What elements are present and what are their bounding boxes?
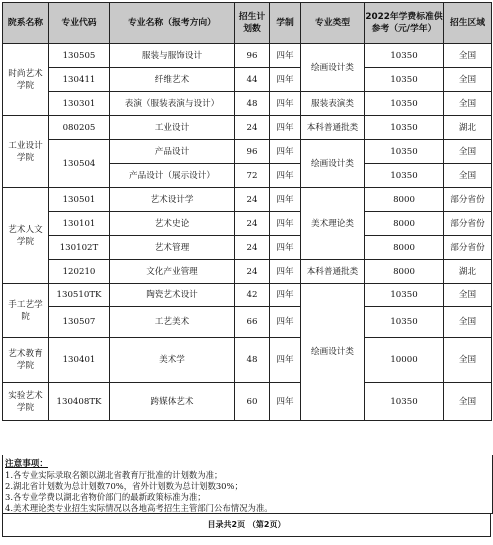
- region-cell: 全国: [444, 307, 492, 338]
- fee-cell: 8000: [365, 212, 444, 236]
- years-cell: 四年: [270, 338, 301, 383]
- fee-cell: 10350: [365, 116, 444, 140]
- fee-cell: 10350: [365, 284, 444, 307]
- table-row: [3, 44, 492, 68]
- note-item: 3.各专业学费以湖北省物价部门的最新政策标准为准；: [5, 492, 206, 502]
- fee-cell: 10350: [365, 92, 444, 116]
- header-college: 院系名称: [3, 3, 49, 44]
- fee-cell: 10350: [365, 44, 444, 68]
- major-cell: 表演（服装表演与设计）: [110, 92, 235, 116]
- table-row: [3, 236, 492, 260]
- plan-cell: 48: [235, 338, 270, 383]
- table-row: [3, 140, 492, 164]
- fee-cell: 8000: [365, 236, 444, 260]
- header-code: 专业代码: [49, 3, 110, 44]
- code-cell: 130501: [49, 188, 110, 212]
- college-cell: 实验艺术学院: [3, 383, 49, 421]
- college-cell: 艺术教育学院: [3, 338, 49, 383]
- college-cell: 工业设计学院: [3, 116, 49, 188]
- header-years: 学制: [270, 3, 301, 44]
- major-cell: 艺术管理: [110, 236, 235, 260]
- years-cell: 四年: [270, 212, 301, 236]
- major-cell: 产品设计（展示设计）: [110, 164, 235, 188]
- years-cell: 四年: [270, 92, 301, 116]
- table-row: [3, 188, 492, 212]
- fee-cell: 8000: [365, 260, 444, 284]
- code-cell: 130504: [49, 140, 110, 188]
- note-item: 1.各专业实际录取名额以湖北省教育厅批准的计划数为准；: [5, 470, 223, 480]
- region-cell: 湖北: [444, 116, 492, 140]
- plan-cell: 66: [235, 307, 270, 338]
- years-cell: 四年: [270, 383, 301, 421]
- code-cell: 130301: [49, 92, 110, 116]
- header-major: 专业名称（报考方向）: [110, 3, 235, 44]
- fee-cell: 10350: [365, 140, 444, 164]
- region-cell: 部分省份: [444, 212, 492, 236]
- major-cell: 工艺美术: [110, 307, 235, 338]
- plan-cell: 60: [235, 383, 270, 421]
- page-footer: 目录共2页 （第2页）: [2, 513, 491, 537]
- code-cell: 130507: [49, 307, 110, 338]
- major-cell: 美术学: [110, 338, 235, 383]
- years-cell: 四年: [270, 68, 301, 92]
- header-plan: 招生计划数: [235, 3, 270, 44]
- code-cell: 130408TK: [49, 383, 110, 421]
- region-cell: 全国: [444, 338, 492, 383]
- plan-cell: 96: [235, 44, 270, 68]
- notes-section: [2, 455, 493, 514]
- code-cell: 130101: [49, 212, 110, 236]
- type-cell: 美术理论类: [301, 188, 365, 260]
- header-region: 招生区域: [444, 3, 492, 44]
- table-row: [3, 307, 492, 338]
- major-cell: 产品设计: [110, 140, 235, 164]
- years-cell: 四年: [270, 307, 301, 338]
- major-cell: 跨媒体艺术: [110, 383, 235, 421]
- header-type: 专业类型: [301, 3, 365, 44]
- fee-cell: 10350: [365, 307, 444, 338]
- plan-cell: 24: [235, 212, 270, 236]
- table-row: [3, 260, 492, 284]
- admission-plan-table: [2, 2, 492, 421]
- plan-cell: 42: [235, 284, 270, 307]
- admission-plan-sheet: [2, 2, 491, 543]
- table-row: [3, 92, 492, 116]
- plan-cell: 48: [235, 92, 270, 116]
- code-cell: 130510TK: [49, 284, 110, 307]
- code-cell: 130401: [49, 338, 110, 383]
- major-cell: 工业设计: [110, 116, 235, 140]
- plan-cell: 24: [235, 188, 270, 212]
- years-cell: 四年: [270, 236, 301, 260]
- years-cell: 四年: [270, 140, 301, 164]
- years-cell: 四年: [270, 44, 301, 68]
- header-fee: 2022年学费标准供参考（元/学年）: [365, 3, 444, 44]
- code-cell: 130102T: [49, 236, 110, 260]
- plan-cell: 72: [235, 164, 270, 188]
- region-cell: 部分省份: [444, 236, 492, 260]
- notes-title: 注意事项：: [5, 459, 48, 469]
- type-cell: 绘画设计类: [301, 140, 365, 188]
- table-header-row: [3, 3, 492, 44]
- fee-cell: 10350: [365, 164, 444, 188]
- plan-cell: 96: [235, 140, 270, 164]
- type-cell: 绘画设计类: [301, 284, 365, 421]
- region-cell: 全国: [444, 164, 492, 188]
- table-row: [3, 68, 492, 92]
- region-cell: 全国: [444, 383, 492, 421]
- code-cell: 130411: [49, 68, 110, 92]
- type-cell: 本科普通批类: [301, 116, 365, 140]
- region-cell: 湖北: [444, 260, 492, 284]
- region-cell: 部分省份: [444, 188, 492, 212]
- college-cell: 艺术人文学院: [3, 188, 49, 284]
- years-cell: 四年: [270, 116, 301, 140]
- major-cell: 艺术史论: [110, 212, 235, 236]
- table-row: [3, 338, 492, 383]
- code-cell: 080205: [49, 116, 110, 140]
- code-cell: 120210: [49, 260, 110, 284]
- years-cell: 四年: [270, 164, 301, 188]
- fee-cell: 8000: [365, 188, 444, 212]
- years-cell: 四年: [270, 284, 301, 307]
- note-item: 4.美术理论类专业招生实际情况以各地高考招生主管部门公布情况为准。: [5, 503, 273, 513]
- type-cell: 本科普通批类: [301, 260, 365, 284]
- type-cell: 绘画设计类: [301, 44, 365, 92]
- type-cell: 服装表演类: [301, 92, 365, 116]
- plan-cell: 44: [235, 68, 270, 92]
- plan-cell: 24: [235, 116, 270, 140]
- years-cell: 四年: [270, 260, 301, 284]
- fee-cell: 10000: [365, 338, 444, 383]
- fee-cell: 10350: [365, 383, 444, 421]
- plan-cell: 24: [235, 260, 270, 284]
- major-cell: 陶瓷艺术设计: [110, 284, 235, 307]
- code-cell: 130505: [49, 44, 110, 68]
- plan-cell: 24: [235, 236, 270, 260]
- region-cell: 全国: [444, 44, 492, 68]
- region-cell: 全国: [444, 140, 492, 164]
- major-cell: 艺术设计学: [110, 188, 235, 212]
- note-item: 2.湖北省计划数为总计划数70%，省外计划数为总计划数30%；: [5, 481, 243, 491]
- table-row: [3, 116, 492, 140]
- region-cell: 全国: [444, 284, 492, 307]
- major-cell: 纤维艺术: [110, 68, 235, 92]
- college-cell: 手工艺学院: [3, 284, 49, 338]
- table-row: [3, 383, 492, 421]
- region-cell: 全国: [444, 68, 492, 92]
- fee-cell: 10350: [365, 68, 444, 92]
- years-cell: 四年: [270, 188, 301, 212]
- major-cell: 服装与服饰设计: [110, 44, 235, 68]
- table-row: [3, 284, 492, 307]
- region-cell: 全国: [444, 92, 492, 116]
- major-cell: 文化产业管理: [110, 260, 235, 284]
- table-row: [3, 212, 492, 236]
- college-cell: 时尚艺术学院: [3, 44, 49, 116]
